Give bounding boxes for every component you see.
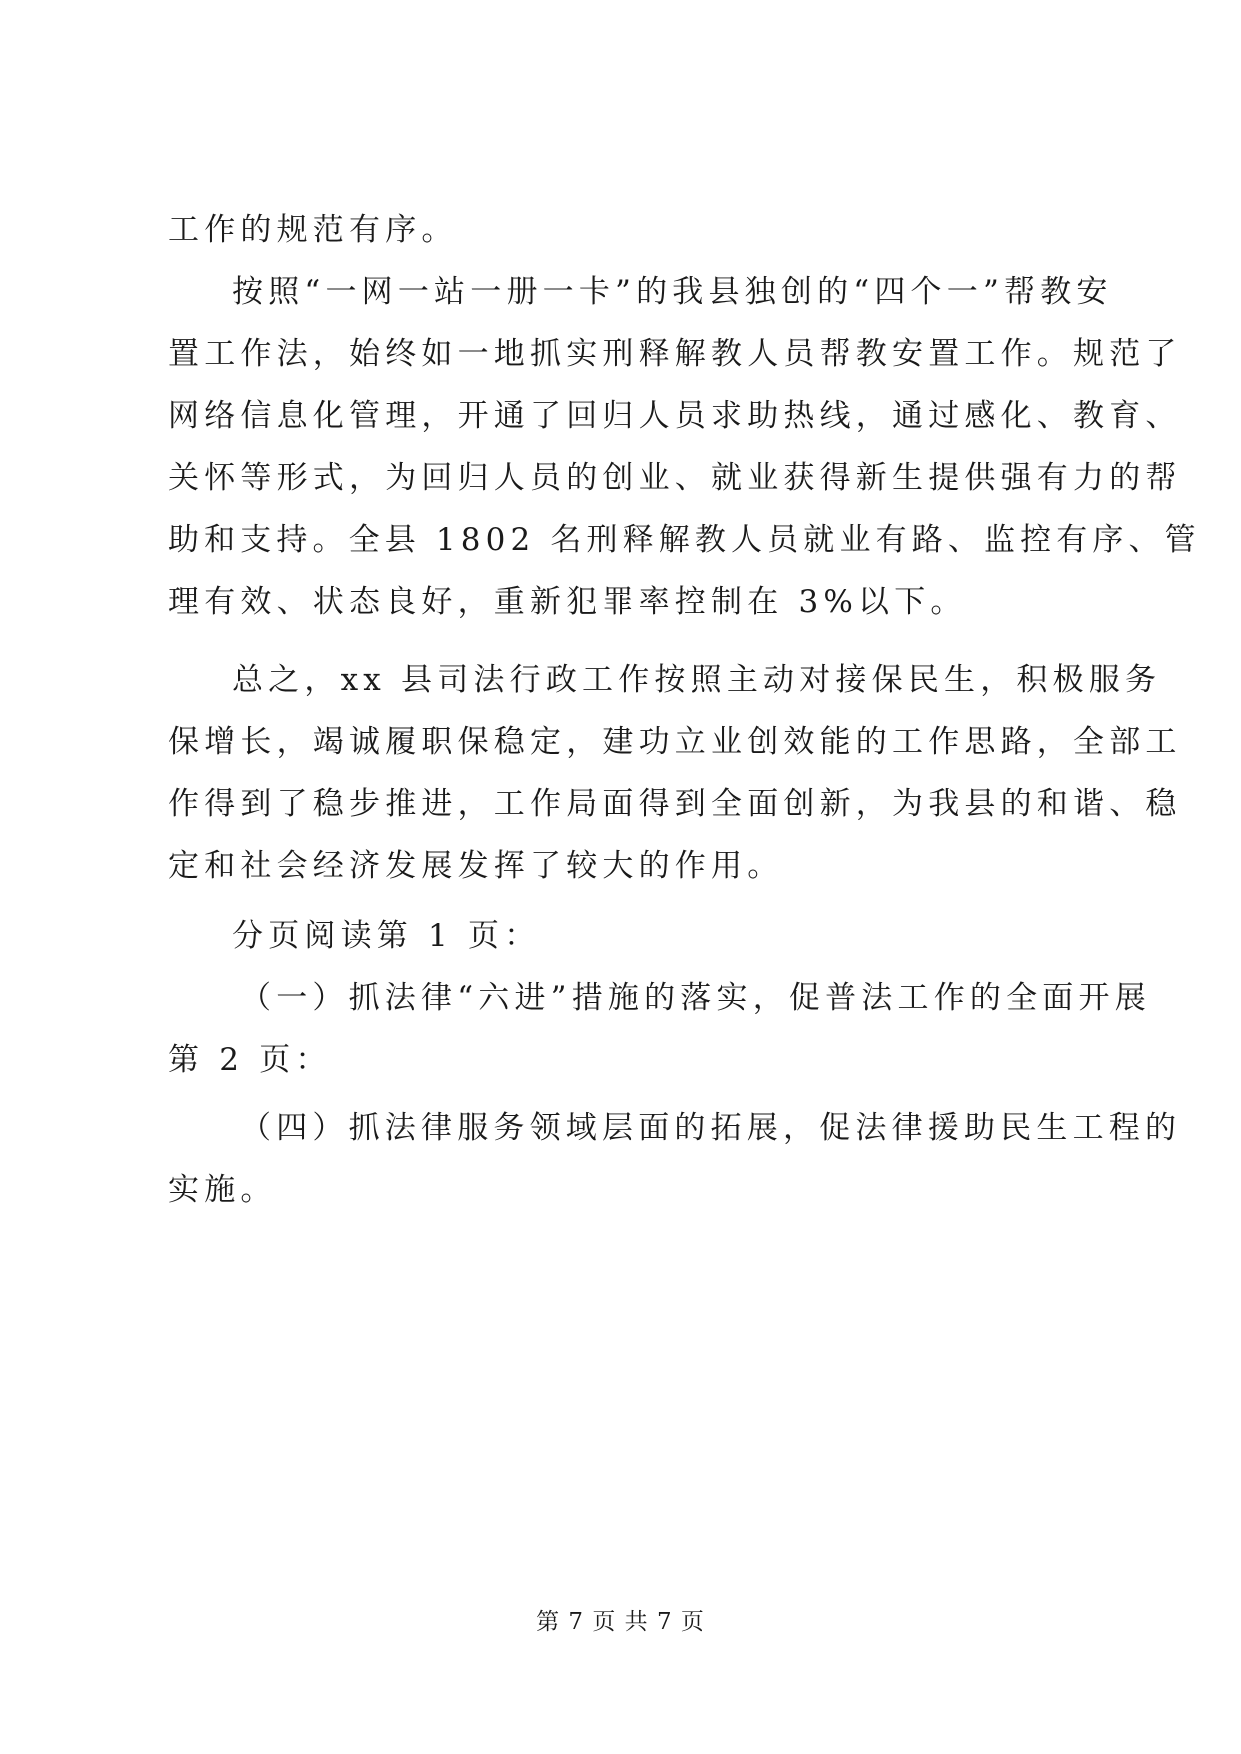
text-line: 工作的规范有序。: [168, 212, 458, 248]
page-footer: 第 7 页 共 7 页: [536, 1609, 705, 1635]
text-line: 助和支持。全县 1802 名刑释解教人员就业有路、监控有序、管: [168, 522, 1201, 558]
text-line: 关怀等形式，为回归人员的创业、就业获得新生提供强有力的帮: [168, 460, 1182, 496]
text-line: 作得到了稳步推进，工作局面得到全面创新，为我县的和谐、稳: [168, 786, 1182, 822]
text-line: 置工作法，始终如一地抓实刑释解教人员帮教安置工作。规范了: [168, 336, 1182, 372]
text-line: 保增长，竭诚履职保稳定，建功立业创效能的工作思路，全部工: [168, 724, 1182, 760]
page-reference: 第 2 页：: [168, 1042, 332, 1078]
text-line: 理有效、状态良好，重新犯罪率控制在 3%以下。: [168, 584, 967, 620]
text-line: 网络信息化管理，开通了回归人员求助热线，通过感化、教育、: [168, 398, 1182, 434]
pagination-heading: 分页阅读第 1 页：: [232, 918, 541, 954]
text-line: 定和社会经济发展发挥了较大的作用。: [168, 848, 784, 884]
text-line: 实施。: [168, 1172, 277, 1208]
section-item: （一）抓法律“六进”措施的落实，促普法工作的全面开展: [240, 980, 1151, 1016]
section-item: （四）抓法律服务领域层面的拓展，促法律援助民生工程的: [240, 1110, 1182, 1146]
paragraph-first-line: 按照“一网一站一册一卡”的我县独创的“四个一”帮教安: [232, 274, 1113, 310]
paragraph-first-line: 总之，xx 县司法行政工作按照主动对接保民生，积极服务: [232, 662, 1162, 698]
